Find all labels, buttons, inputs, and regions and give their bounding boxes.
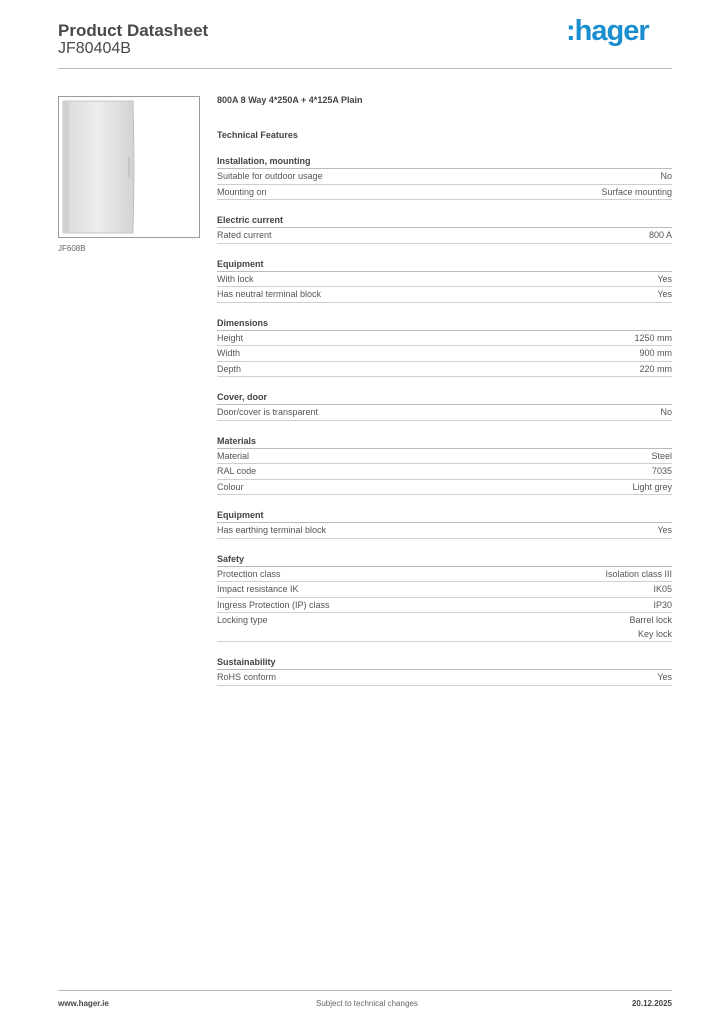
spec-label: Rated current (217, 230, 272, 240)
spec-row (217, 523, 672, 539)
spec-row (217, 272, 672, 288)
spec-value: Isolation class III (605, 568, 672, 579)
spec-label: Protection class (217, 568, 281, 579)
spec-row (217, 613, 672, 642)
spec-label: Height (217, 332, 244, 343)
enclosure-illustration (59, 97, 199, 237)
feature-section (217, 155, 672, 200)
spec-label: RoHS conform (217, 672, 277, 682)
section-heading: Sustainability (217, 656, 672, 670)
spec-label: Material (217, 450, 250, 461)
spec-value: Light grey (632, 481, 672, 492)
spec-label: Has earthing terminal block (217, 525, 327, 535)
spec-row (217, 287, 672, 303)
spec-label: Suitable for outdoor usage (217, 171, 323, 181)
spec-value: Steel (651, 450, 672, 461)
technical-features-heading: Technical Features (217, 130, 298, 140)
product-code: JF80404B (58, 40, 131, 57)
spec-value: IP30 (653, 599, 672, 610)
spec-row (217, 567, 672, 583)
spec-row (217, 670, 672, 686)
header-divider (58, 68, 672, 69)
spec-value: 220 mm (639, 363, 672, 374)
section-heading: Equipment (217, 509, 672, 523)
feature-section (217, 214, 672, 244)
section-heading: Materials (217, 435, 672, 449)
spec-label: Width (217, 348, 241, 358)
spec-label: Door/cover is transparent (217, 407, 319, 417)
footer-website[interactable]: www.hager.ie (58, 999, 109, 1008)
spec-row (217, 346, 672, 362)
section-heading: Cover, door (217, 391, 672, 405)
spec-row (217, 449, 672, 465)
spec-value: No (660, 407, 672, 417)
datasheet-content (217, 94, 672, 686)
spec-value: 900 mm (639, 348, 672, 358)
feature-section (217, 391, 672, 421)
spec-value: Yes (657, 525, 672, 535)
spec-label: Mounting on (217, 186, 267, 197)
section-heading: Equipment (217, 258, 672, 272)
spec-row (217, 598, 672, 614)
spec-row (217, 464, 672, 480)
footer-note: Subject to technical changes (316, 999, 418, 1008)
spec-value: 7035 (651, 466, 672, 476)
spec-row (217, 582, 672, 598)
spec-value: IK05 (653, 584, 672, 594)
spec-value: Yes (657, 672, 672, 682)
spec-row (217, 405, 672, 421)
spec-value: Surface mounting (601, 186, 672, 197)
spec-label: RAL code (217, 466, 257, 476)
spec-label: With lock (217, 273, 254, 284)
spec-value: 800 A (648, 230, 672, 240)
spec-row (217, 362, 672, 378)
spec-row (217, 480, 672, 496)
feature-section (217, 509, 672, 539)
section-heading: Electric current (217, 214, 672, 228)
hager-logo: :hager (566, 15, 649, 47)
spec-value: No (660, 171, 672, 181)
feature-sections (217, 155, 672, 686)
feature-section (217, 656, 672, 686)
feature-section (217, 435, 672, 496)
spec-row (217, 185, 672, 201)
spec-value: 1250 mm (634, 332, 672, 343)
spec-value: Yes (657, 289, 672, 299)
spec-label: Ingress Protection (IP) class (217, 599, 330, 610)
spec-label: Depth (217, 363, 242, 374)
section-heading: Safety (217, 553, 672, 567)
spec-label: Impact resistance IK (217, 584, 299, 594)
footer-date: 20.12.2025 (631, 999, 672, 1008)
spec-label: Has neutral terminal block (217, 289, 322, 299)
spec-label: Locking type (217, 615, 268, 625)
section-heading: Dimensions (217, 317, 672, 331)
footer-divider (58, 990, 672, 991)
spec-value: Yes (657, 273, 672, 284)
spec-row (217, 228, 672, 244)
spec-value: Barrel lock Key lock (629, 615, 672, 639)
section-heading: Installation, mounting (217, 155, 672, 169)
feature-section (217, 317, 672, 378)
feature-section (217, 553, 672, 643)
page-title: Product Datasheet (58, 21, 209, 40)
spec-row (217, 169, 672, 185)
spec-row (217, 331, 672, 347)
product-image (58, 96, 200, 238)
image-caption: JF608B (58, 244, 86, 253)
feature-section (217, 258, 672, 303)
product-title: 800A 8 Way 4*250A + 4*125A Plain (217, 95, 363, 105)
spec-label: Colour (217, 481, 244, 492)
